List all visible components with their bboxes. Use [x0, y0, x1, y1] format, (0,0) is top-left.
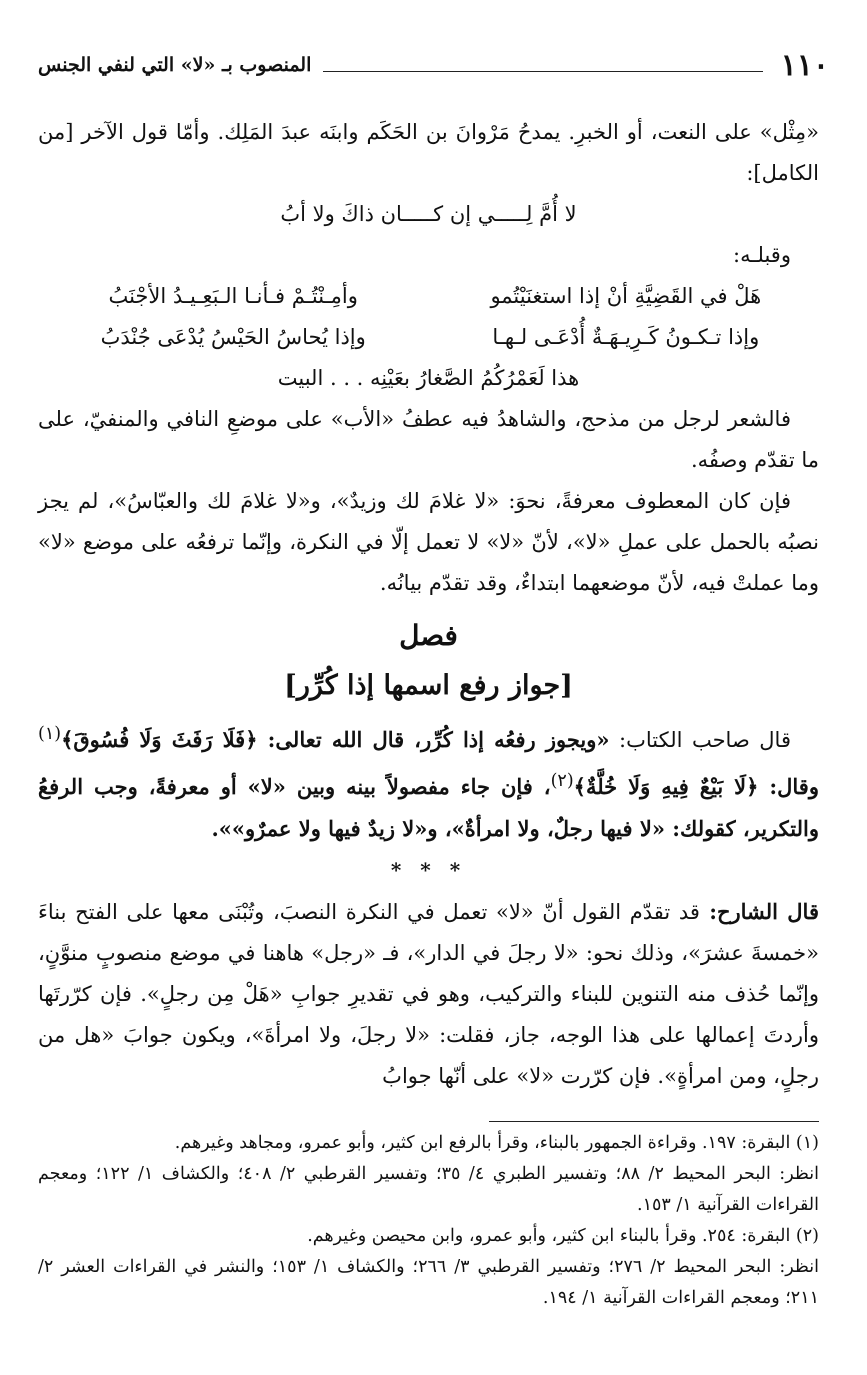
verse-line-2-second-half: وإذا يُحاسُ الحَيْسُ يُدْعَى جُنْدَبُ — [100, 325, 366, 349]
author-quote-text-3: ، فإن جاء مفصولاً بينه وبين «لا» أو معرفةً، وجب الرفعُ والتكرير، كقولك: «لا فيها رجلٌ، ولا امرأةٌ»، و«لا زيدٌ فيها ولا عمرٌو»». — [38, 774, 819, 841]
author-quote-lead: قال صاحب الكتاب: — [609, 728, 791, 752]
verse-line-2 — [38, 317, 819, 358]
footnote-1: (١) البقرة: ١٩٧. وقراءة الجمهور بالبناء، وقرأ بالرفع ابن كثير، وأبو عمرو، ومجاهد وغيرهم. — [174, 1133, 819, 1153]
page-number: ١١٠ — [780, 47, 829, 83]
page-header — [38, 48, 829, 82]
verse-line-1-first-half: هَلْ في القَضِيَّةِ أنْ إذا استغنَيْتُمو — [490, 284, 762, 308]
commentary-text: قد تقدّم القول أنّ «لا» تعمل في النكرة النصبَ، وتُبْنَى معها على الفتح بناءَ «خمسةَ عشرَ»، وذلك نحو: «لا رجلَ في الدار»، فـ «رجل» هاهنا في موضع منصوبٍ منوَّنٍ، وإنّما حُذف منه التنوين للبناء والتركيب، وهو في تقديرِ جوابِ «هَلْ مِن رجلٍ». فإن كرّرتَها وأردتَ إعمالها على هذا الوجه، جاز، فقلت: «لا رجلَ، ولا امرأةَ»، ويكون جوابَ «هل من رجلٍ، ومن امرأةٍ». فإن كرّرت «لا» على أنّها جوابُ — [38, 900, 819, 1088]
footnote-2: (٢) البقرة: ٢٥٤. وقرأ بالبناء ابن كثير، وأبو عمرو، وابن محيصن وغيرهم. — [307, 1226, 819, 1246]
verse-line-1-second-half: وأمِـنْتُـمْ فـأنـا الـبَعِـيـدُ الأجْنَبُ — [108, 284, 358, 308]
author-quote — [38, 714, 819, 850]
running-title: المنصوب بـ «لا» التي لنفي الجنس — [38, 54, 312, 76]
separator-stars: * * * — [390, 858, 467, 882]
paragraph-1: «مِثْل» على النعت، أو الخبرِ. يمدحُ مَرْوانَ بن الحَكَم وابنَه عبدَ المَلِك. وأمّا قول الآخر [من الكامل]: — [38, 120, 819, 185]
paragraph-2: فالشعر لرجل من مذحج، والشاهدُ فيه عطفُ «الأب» على موضعِ النافي والمنفيّ، على ما تقدّم وصفُه. — [38, 407, 819, 472]
footnote-ref-2: (٢) — [550, 771, 574, 791]
commentary-paragraph — [38, 891, 819, 1097]
author-quote-text-2: وقال: ﴿لَا بَيْعٌ فِيهِ وَلَا خُلَّةٌ﴾ — [573, 774, 819, 799]
footnote-rule — [489, 1121, 819, 1122]
verse-line-1 — [38, 276, 819, 317]
footnote-1-refs: انظر: البحر المحيط ٢/ ٨٨؛ وتفسير الطبري ٤/ ٣٥؛ وتفسير القرطبي ٢/ ٤٠٨؛ والكشاف ١/ ١٢٢؛ ومعجم القراءات القرآنية ١/ ١٥٣. — [38, 1164, 819, 1215]
section-heading: فصل — [399, 619, 458, 652]
verse-line-2-first-half: وإذا تـكـونُ كَـرِيـهَـةٌ أُدْعَـى لـهـا — [492, 325, 760, 349]
footnote-2-refs: انظر: البحر المحيط ٢/ ٢٧٦؛ وتفسير القرطبي ٣/ ٢٦٦؛ والكشاف ١/ ١٥٣؛ والنشر في القراءات العشر ٢/ ٢١١؛ ومعجم القراءات القرآنية ١/ ١٩٤. — [38, 1257, 819, 1308]
verse-single: لا أُمَّ لِـــــي إن كـــــان ذاكَ ولا أبُ — [280, 202, 577, 226]
verse-intro-label: وقبلـه: — [733, 243, 791, 267]
header-rule — [323, 71, 762, 72]
footnotes — [38, 1128, 819, 1314]
main-text — [38, 112, 819, 1097]
section-title: [جواز رفع اسمها إذا كُرِّر] — [284, 670, 573, 701]
verse-line-3: هذا لَعَمْرُكُمُ الصَّغارُ بعَيْنِه . . . البيت — [277, 366, 580, 390]
footnote-ref-1: (١) — [38, 724, 62, 744]
commentary-label: قال الشارح: — [699, 899, 819, 924]
paragraph-3: فإن كان المعطوف معرفةً، نحوَ: «لا غلامَ لك وزيدٌ»، و«لا غلامَ لك والعبّاسُ»، لم يجز نصبُه بالحمل على عملِ «لا»، لأنّ «لا» لا تعمل إلّا في النكرة، وإنّما ترفعُه على موضع «لا» وما عملتْ فيه، لأنّ موضعهما ابتداءٌ، وقد تقدّم بيانُه. — [38, 489, 819, 595]
author-quote-text-1: «ويجوز رفعُه إذا كُرِّر، قال الله تعالى: ﴿فَلَا رَفَثَ وَلَا فُسُوقَ﴾ — [61, 727, 610, 752]
